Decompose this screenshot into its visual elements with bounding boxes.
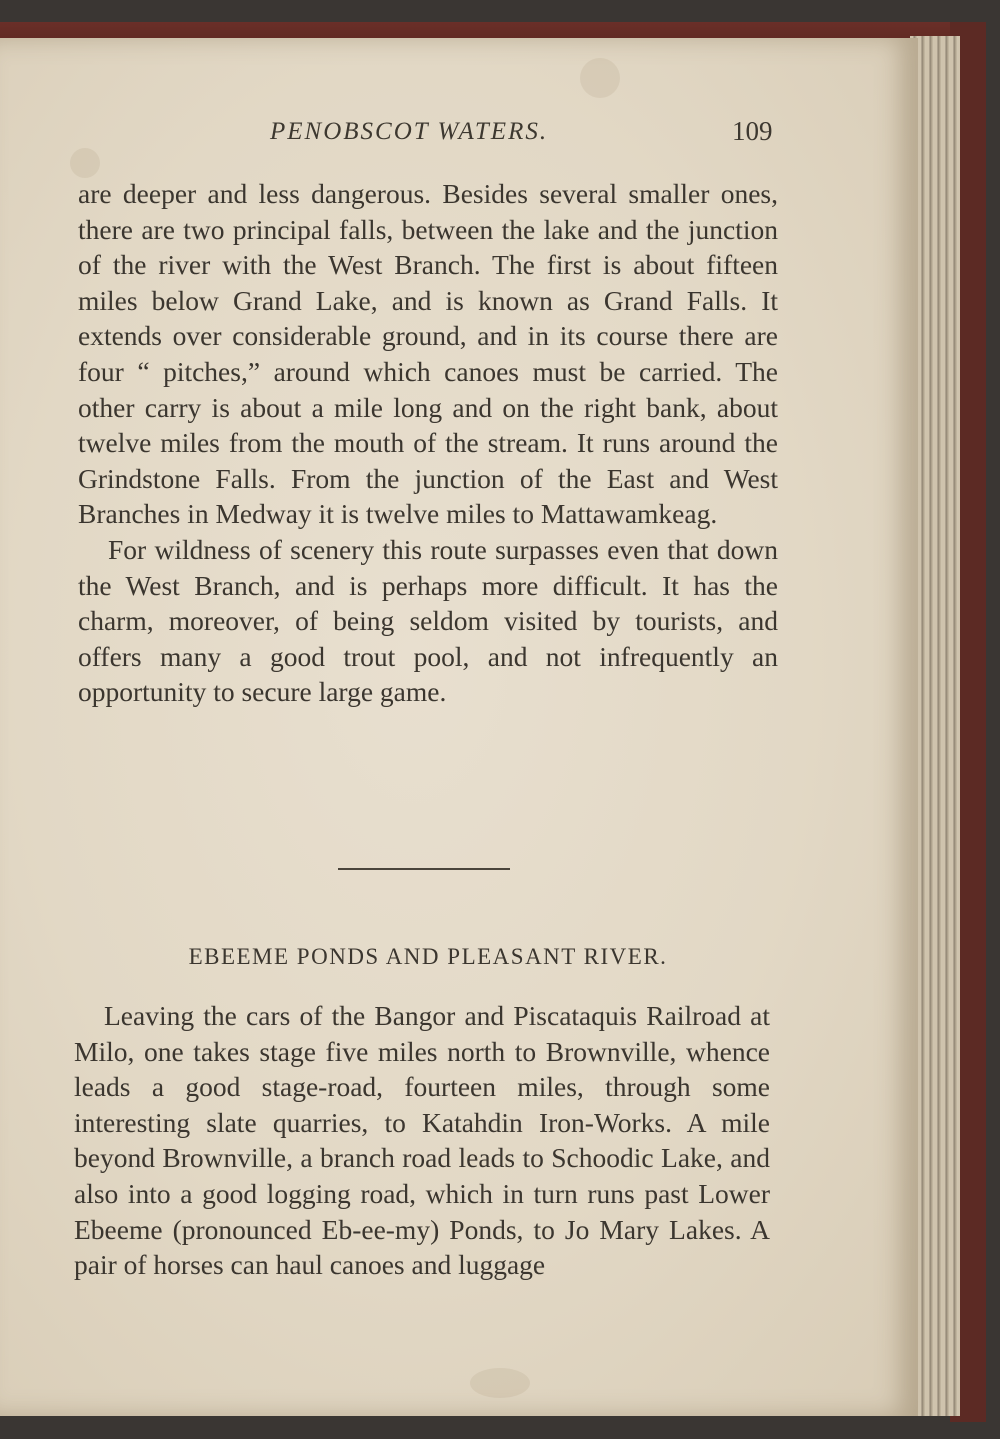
book-page bbox=[0, 38, 918, 1416]
paragraph: For wildness of scenery this route surpasses even that down the West Branch, and is perhaps more difficult. It has the charm, moreover, of being seldom visited by tourists, and offers many a good trout pool, and not infrequently an opportunity to secure large game. bbox=[78, 533, 778, 708]
paper-stain bbox=[580, 58, 620, 98]
section-divider bbox=[338, 868, 510, 870]
body-text-bottom bbox=[74, 998, 770, 1283]
body-text-top bbox=[78, 176, 778, 710]
paper-stain bbox=[470, 1368, 530, 1398]
paper-stain bbox=[70, 148, 100, 178]
running-head: PENOBSCOT WATERS. bbox=[270, 118, 549, 145]
paragraph: are deeper and less dangerous. Besides several smaller ones, there are two principal falls, between the lake and the junction of the river with the West Branch. The first is about fifteen miles below Grand Lake, and is known as Grand Falls. It extends over considerable ground, and in its course there are four “ pitches,” around which canoes must be carried. The other carry is about a mile long and on the right bank, about twelve miles from the mouth of the stream. It runs around the Grindstone Falls. From the junction of the East and West Branches in Medway it is twelve miles to Mattawamkeag. bbox=[78, 178, 778, 530]
paragraph: Leaving the cars of the Bangor and Piscataquis Railroad at Milo, one takes stage five miles north to Brownville, whence leads a good stage-road, fourteen miles, through some interesting slate quarries, to Katahdin Iron-Works. A mile beyond Brownville, a branch road leads to Schoodic Lake, and also into a good logging road, which in turn runs past Lower Ebeeme (pronounced Eb-ee-my) Ponds, to Jo Mary Lakes. A pair of horses can haul canoes and luggage bbox=[74, 1000, 770, 1281]
page-number: 109 bbox=[732, 116, 773, 146]
section-heading: EBEEME PONDS AND PLEASANT RIVER. bbox=[188, 944, 668, 969]
